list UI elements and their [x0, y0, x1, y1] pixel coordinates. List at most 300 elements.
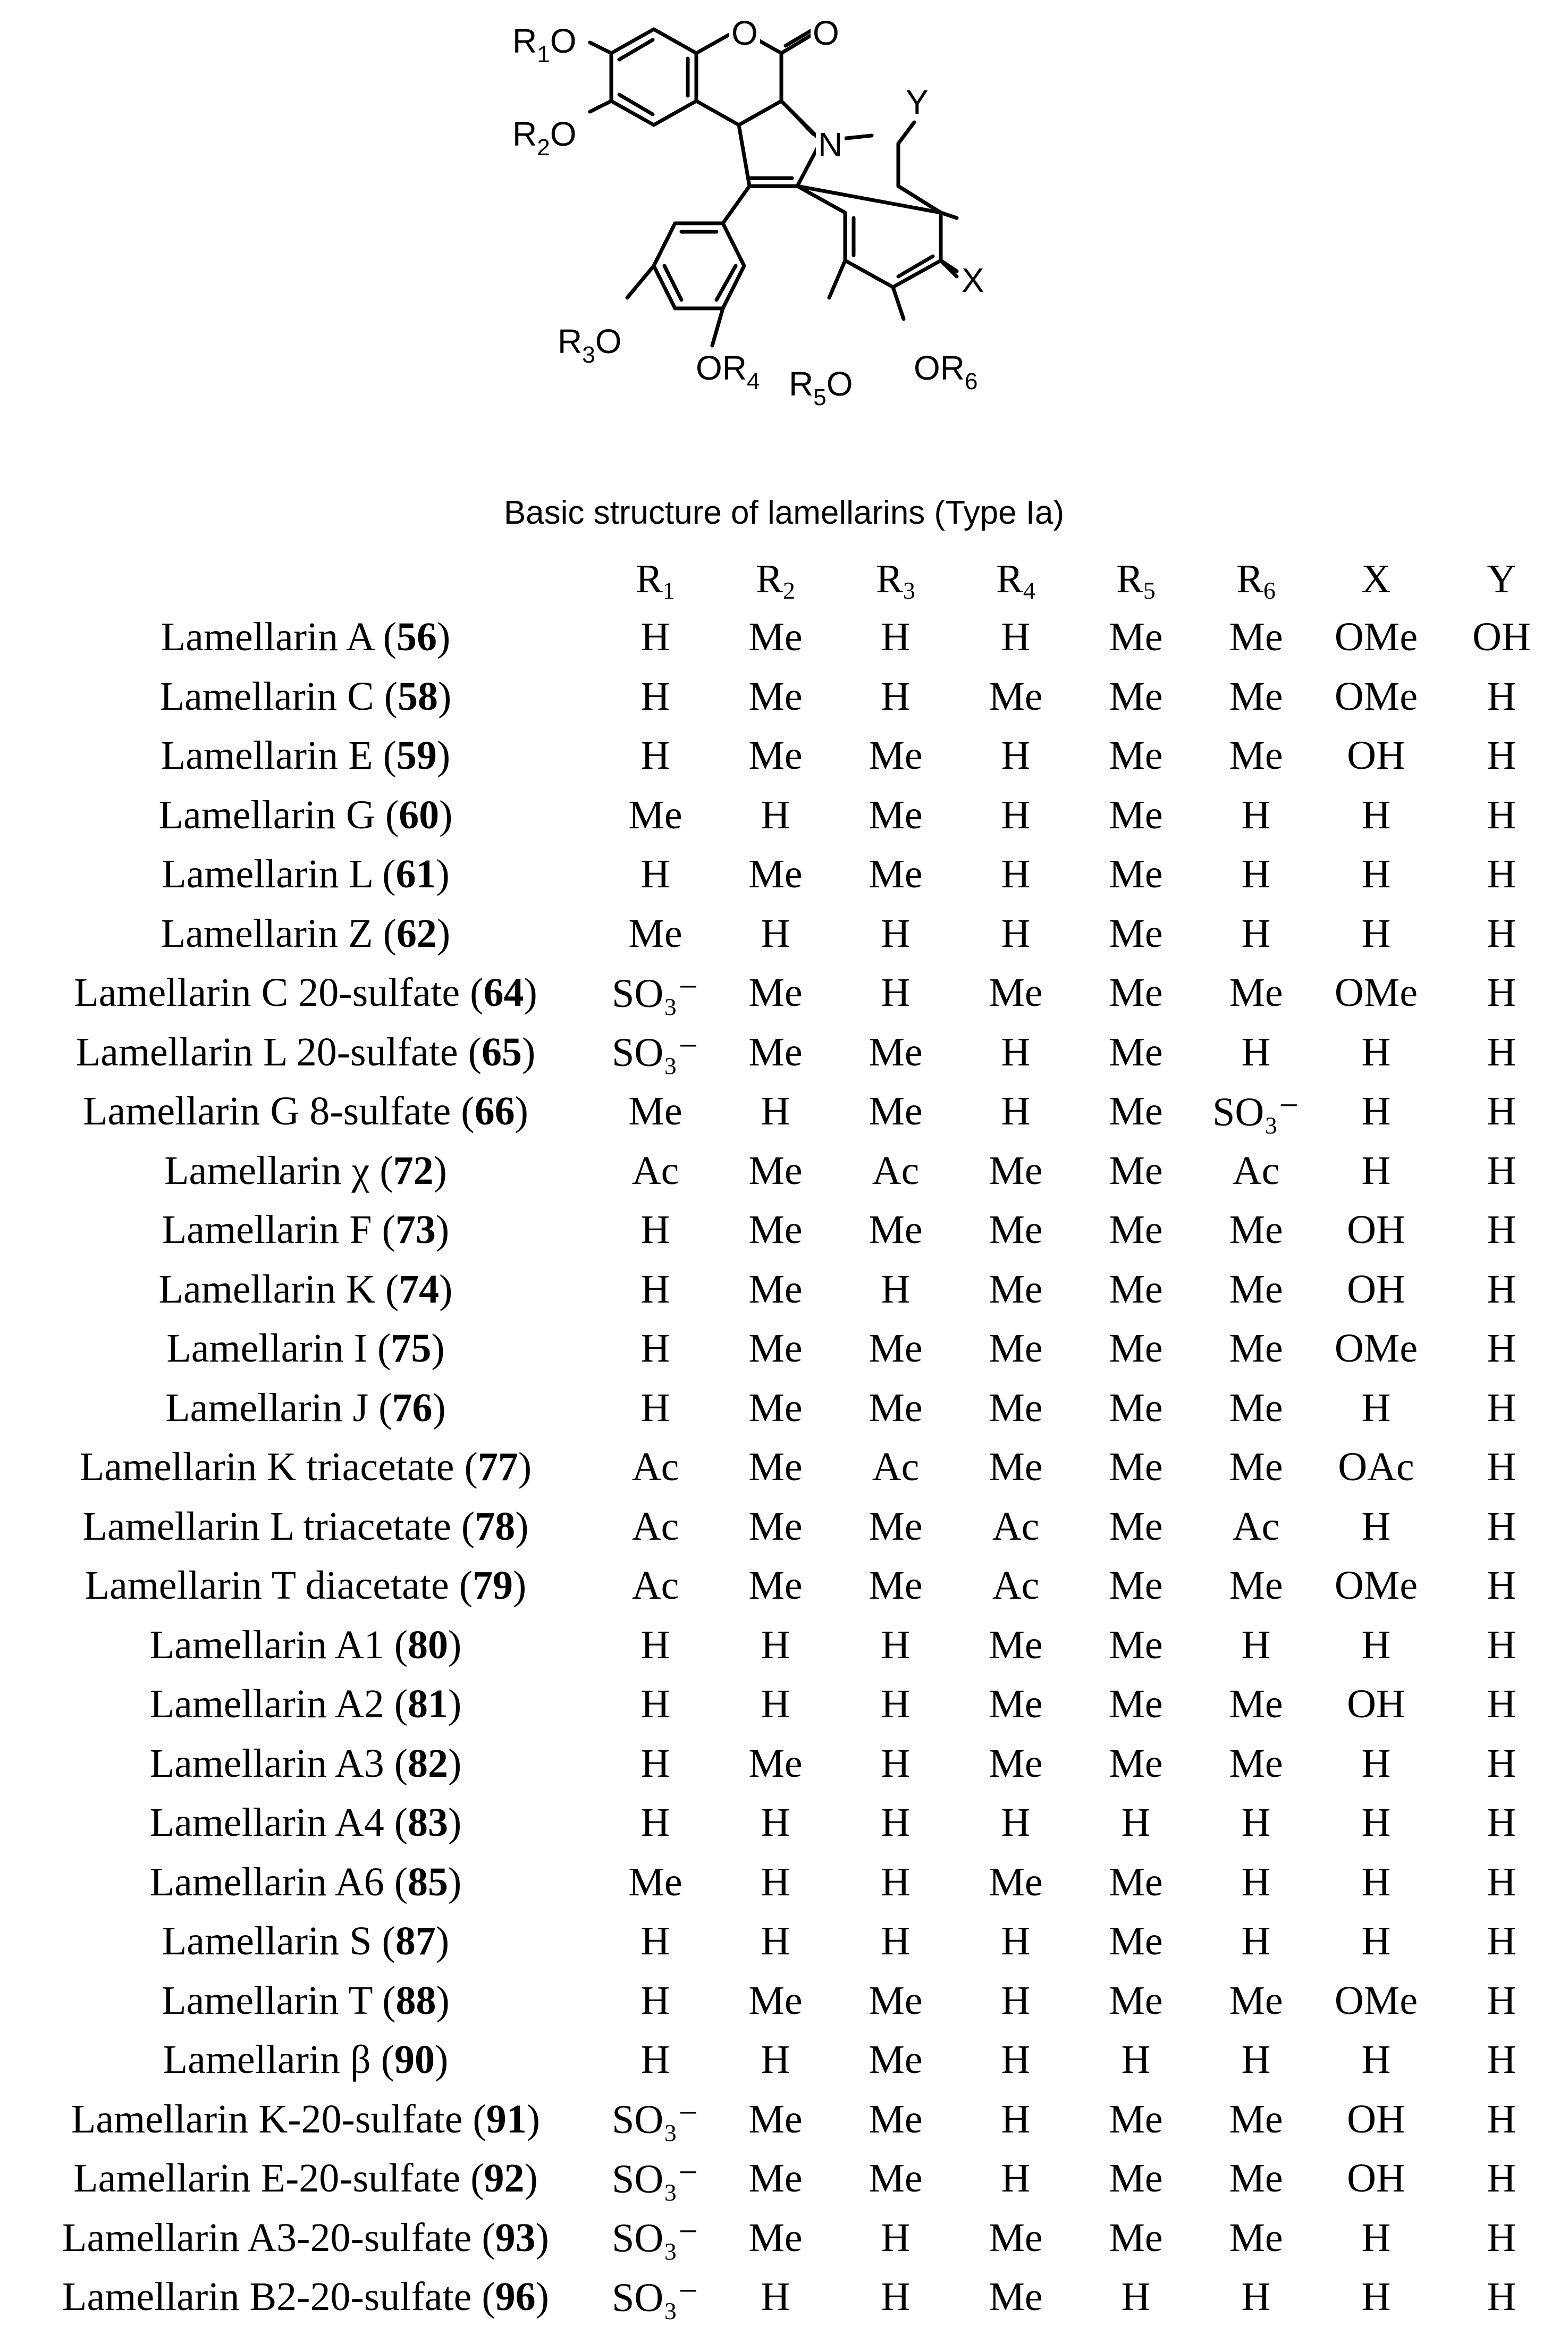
substituent-cell: H: [1361, 911, 1391, 956]
substituent-cell: H: [761, 792, 790, 837]
compound-number: 75: [391, 1326, 432, 1371]
substituent-cell: H: [1487, 1385, 1516, 1430]
substituent-cell: Ac: [872, 1445, 920, 1490]
r5o-label: $R_5O$: [787, 367, 855, 405]
substituent-cell: H: [1487, 1326, 1516, 1371]
paren-open: (: [368, 1385, 392, 1430]
compound-name: Lamellarin F: [162, 1207, 372, 1253]
table-row: [16, 2268, 1567, 2327]
substituent-cell: Me: [1229, 1563, 1283, 1608]
compound-name: Lamellarin A3: [149, 1741, 384, 1786]
substituent-cell: H: [1487, 2037, 1516, 2083]
compound-number: 76: [392, 1385, 433, 1430]
substituent-cell: Me: [628, 1859, 682, 1904]
substituent-cell: H: [1241, 1029, 1271, 1074]
substituent-cell: Me: [748, 1148, 803, 1193]
substituent-cell: H: [881, 2215, 911, 2260]
paren-close: ): [524, 2156, 538, 2201]
substituent-cell: OH: [1472, 615, 1531, 660]
substituent-cell: SO₃⁻: [612, 2216, 699, 2261]
table-row: [16, 786, 1567, 845]
substituent-cell: H: [1487, 733, 1516, 778]
compound-name-cell: [16, 2090, 595, 2150]
paren-open: (: [372, 1919, 395, 1964]
substituent-cell: H: [1487, 1919, 1516, 1964]
substituent-cell: Me: [989, 2274, 1043, 2320]
substituent-cell: Me: [1109, 970, 1163, 1015]
r1o-label: $R_1O$: [510, 24, 578, 62]
paren-close: ): [436, 733, 451, 778]
substituent-cell: H: [1001, 1089, 1031, 1134]
compound-name-cell: [16, 1023, 595, 1082]
substituent-cell: H: [1487, 2156, 1516, 2201]
header-r4: R4: [996, 556, 1035, 604]
compound-name-cell: [16, 1082, 595, 1141]
substituent-cell: Me: [1229, 2156, 1283, 2201]
substituent-cell: H: [1487, 1800, 1516, 1845]
header-r3: R3: [876, 556, 915, 604]
table-row: [16, 1379, 1567, 1438]
paren-close: ): [431, 1326, 445, 1371]
substituent-cell: OMe: [1334, 615, 1418, 660]
compound-name: Lamellarin G 8-sulfate: [83, 1089, 451, 1134]
substituent-cell: H: [640, 674, 670, 719]
table-row: [16, 2090, 1567, 2150]
substituent-cell: Me: [1109, 852, 1163, 897]
compound-number: 92: [484, 2156, 525, 2201]
substituent-cell: H: [761, 911, 790, 956]
compound-name-cell: [16, 1971, 595, 2031]
compound-name: Lamellarin J: [165, 1385, 369, 1430]
substituent-cell: H: [1487, 1504, 1516, 1549]
paren-open: (: [451, 1089, 475, 1134]
substituent-cell: OMe: [1334, 970, 1418, 1015]
substituent-cell: H: [881, 674, 911, 719]
substituent-cell: Me: [989, 1326, 1043, 1371]
substituent-cell: Me: [1229, 615, 1283, 660]
substituent-cell: Me: [989, 1741, 1043, 1786]
compound-name: Lamellarin L triacetate: [82, 1504, 451, 1549]
compound-number: 91: [486, 2096, 527, 2142]
substituent-cell: Me: [989, 1385, 1043, 1430]
compound-name-cell: [16, 1260, 595, 1320]
substituent-cell: SO₃⁻: [612, 1030, 699, 1076]
substituent-cell: Me: [748, 733, 803, 778]
paren-open: (: [451, 1504, 475, 1549]
substituent-cell: H: [1241, 2037, 1271, 2083]
substituent-cell: H: [1487, 1445, 1516, 1490]
paren-close: ): [439, 1266, 453, 1312]
compound-name-cell: [16, 904, 595, 964]
compound-number: 74: [399, 1266, 440, 1312]
compound-name: Lamellarin K: [158, 1266, 375, 1312]
substituent-cell: OH: [1347, 1207, 1405, 1253]
paren-open: (: [372, 1207, 395, 1253]
substituent-cell: Me: [869, 792, 923, 837]
substituent-cell: H: [1361, 1622, 1391, 1667]
substituent-cell: H: [881, 1622, 911, 1667]
paren-open: (: [369, 1148, 393, 1193]
compound-name-cell: [16, 726, 595, 786]
paren-open: (: [372, 1978, 396, 2023]
compound-name-cell: [16, 2209, 595, 2268]
compound-name: Lamellarin E: [161, 733, 373, 778]
table-row: [16, 1438, 1567, 1497]
compound-number: 88: [395, 1978, 436, 2023]
compound-number: 65: [481, 1029, 522, 1074]
substituent-cell: Me: [869, 1563, 923, 1608]
substituent-cell: OH: [1347, 2156, 1405, 2201]
paren-open: (: [375, 792, 399, 837]
paren-open: (: [370, 2037, 395, 2083]
compound-number: 62: [396, 911, 437, 956]
compound-name: Lamellarin E-20-sulfate: [73, 2156, 461, 2201]
substituent-cell: Me: [869, 733, 923, 778]
compound-name: Lamellarin A: [161, 615, 373, 660]
paren-open: (: [458, 1029, 482, 1074]
compound-name-cell: [16, 1141, 595, 1201]
substituent-cell: Me: [1109, 1682, 1163, 1727]
paren-close: ): [435, 1919, 450, 1964]
substituent-cell: Me: [869, 852, 923, 897]
substituent-cell: H: [881, 615, 911, 660]
substituent-cell: H: [1361, 1859, 1391, 1904]
substituent-cell: H: [1241, 911, 1271, 956]
substituent-cell: Me: [748, 674, 803, 719]
substituent-cell: H: [761, 2037, 790, 2083]
substituent-cell: Me: [748, 2156, 803, 2201]
carbonyl-oxygen-label: O: [811, 16, 841, 50]
substituent-cell: Ac: [631, 1148, 679, 1193]
substituent-cell: H: [1001, 1029, 1031, 1074]
substituent-cell: Ac: [1232, 1148, 1280, 1193]
substituent-cell: H: [881, 1682, 911, 1727]
substituent-cell: H: [1487, 792, 1516, 837]
substituent-cell: Me: [748, 852, 803, 897]
substituent-cell: Me: [989, 970, 1043, 1015]
substituent-cell: H: [761, 1919, 790, 1964]
substituent-cell: H: [1487, 852, 1516, 897]
substituent-cell: Me: [1109, 1326, 1163, 1371]
paren-close: ): [521, 1029, 536, 1074]
substituent-cell: H: [761, 1682, 790, 1727]
compound-name: Lamellarin B2-20-sulfate: [62, 2274, 472, 2320]
substituent-cell: H: [1487, 1682, 1516, 1727]
paren-open: (: [373, 911, 397, 956]
paren-open: (: [384, 1800, 408, 1845]
table-row: [16, 1675, 1567, 1734]
substituent-cell: H: [1487, 1029, 1516, 1074]
substituent-cell: Me: [989, 674, 1043, 719]
paren-close: ): [438, 674, 452, 719]
paren-close: ): [435, 2037, 449, 2083]
compound-number: 79: [473, 1563, 513, 1608]
substituent-cell: H: [640, 2037, 670, 2083]
substituent-cell: Me: [1109, 1622, 1163, 1667]
compound-name: Lamellarin K triacetate: [79, 1445, 454, 1490]
substituent-cell: Me: [1109, 674, 1163, 719]
substituent-cell: H: [1241, 1800, 1271, 1845]
substituent-cell: H: [640, 1682, 670, 1727]
paren-open: (: [449, 1563, 473, 1608]
substituent-cell: Me: [989, 1266, 1043, 1312]
substituent-cell: H: [1487, 674, 1516, 719]
compound-number: 83: [408, 1800, 449, 1845]
substituent-cell: Ac: [992, 1563, 1040, 1608]
substituent-cell: OH: [1347, 733, 1405, 778]
substituent-cell: Me: [1109, 1978, 1163, 2023]
substituent-cell: H: [881, 1741, 911, 1786]
table-row: [16, 1260, 1567, 1320]
compound-name-cell: [16, 2268, 595, 2327]
compound-name: Lamellarin L 20-sulfate: [75, 1029, 458, 1074]
table-row: [16, 1200, 1567, 1260]
paren-close: ): [436, 1978, 450, 2023]
substituent-cell: H: [1487, 1089, 1516, 1134]
compound-name: Lamellarin Z: [161, 911, 373, 956]
substituent-cell: Me: [1109, 911, 1163, 956]
substituent-cell: Me: [1229, 1326, 1283, 1371]
table-body: [16, 608, 1567, 2327]
paren-close: ): [535, 2274, 549, 2320]
substituent-cell: H: [1241, 852, 1271, 897]
substituent-cell: H: [881, 1859, 911, 1904]
r3o-label: $R_3O$: [555, 324, 623, 363]
paren-open: (: [372, 852, 396, 897]
substituent-cell: Me: [869, 1978, 923, 2023]
paren-open: (: [471, 2274, 495, 2320]
substituent-cell: H: [1487, 2096, 1516, 2142]
substituent-cell: H: [1361, 1919, 1391, 1964]
substituent-cell: Me: [748, 615, 803, 660]
substituent-cell: Me: [869, 2096, 923, 2142]
compound-number: 56: [396, 615, 437, 660]
substituent-cell: Me: [748, 970, 803, 1015]
compound-name-cell: [16, 786, 595, 845]
table-row: [16, 1793, 1567, 1853]
substituent-cell: Me: [748, 1445, 803, 1490]
substituent-cell: H: [1361, 792, 1391, 837]
substituent-cell: OMe: [1334, 674, 1418, 719]
paren-open: (: [454, 1445, 478, 1490]
substituent-cell: Me: [1109, 1919, 1163, 1964]
table-row: [16, 1023, 1567, 1082]
substituent-cell: Me: [1229, 1741, 1283, 1786]
compound-name: Lamellarin A3-20-sulfate: [62, 2215, 472, 2260]
paren-close: ): [435, 1207, 450, 1253]
table-row: [16, 2209, 1567, 2268]
substituent-cell: H: [1361, 1800, 1391, 1845]
substituent-cell: Me: [1229, 1207, 1283, 1253]
compound-name: Lamellarin A1: [149, 1622, 384, 1667]
substituent-cell: Me: [1109, 1504, 1163, 1549]
compound-name: Lamellarin A6: [149, 1859, 384, 1904]
substituent-cell: H: [640, 1741, 670, 1786]
substituent-cell: Ac: [631, 1504, 679, 1549]
substituent-cell: H: [1241, 1919, 1271, 1964]
substituent-cell: Me: [748, 1978, 803, 2023]
substituent-cell: OAc: [1338, 1445, 1414, 1490]
substituent-cell: H: [1001, 1800, 1031, 1845]
substituent-cell: H: [1121, 2274, 1151, 2320]
substituent-cell: H: [761, 1622, 790, 1667]
substituent-cell: Ac: [631, 1445, 679, 1490]
table-row: [16, 1853, 1567, 1912]
substituent-cell: Me: [1229, 1385, 1283, 1430]
paren-close: ): [448, 1622, 462, 1667]
substituent-cell: OH: [1347, 1266, 1405, 1312]
substituent-cell: H: [640, 1266, 670, 1312]
paren-open: (: [460, 2156, 484, 2201]
substituent-cell: SO₃⁻: [1212, 1089, 1300, 1135]
substituent-cell: H: [1487, 970, 1516, 1015]
paren-close: ): [436, 911, 451, 956]
substituent-cell: H: [1001, 911, 1031, 956]
substituent-cell: H: [1241, 1622, 1271, 1667]
substituent-cell: Me: [1109, 1266, 1163, 1312]
paren-close: ): [448, 1859, 462, 1904]
paren-close: ): [448, 1800, 462, 1845]
substituent-cell: Me: [1229, 1445, 1283, 1490]
paren-close: ): [433, 1148, 447, 1193]
header-r5: R5: [1116, 556, 1156, 604]
substituent-cell: H: [881, 1919, 911, 1964]
paren-open: (: [471, 2215, 495, 2260]
substituent-cell: Me: [869, 1207, 923, 1253]
compound-number: 96: [495, 2274, 536, 2320]
substituent-cell: H: [1361, 1148, 1391, 1193]
table-row: [16, 1082, 1567, 1141]
table-row: [16, 1616, 1567, 1675]
paren-open: (: [373, 733, 397, 778]
substituent-cell: Me: [1109, 1385, 1163, 1430]
paren-open: (: [384, 1682, 408, 1727]
substituent-cell: OMe: [1334, 1978, 1418, 2023]
substituent-cell: Ac: [1232, 1504, 1280, 1549]
substituent-cell: OH: [1347, 2096, 1405, 2142]
compound-name: Lamellarin T: [162, 1978, 373, 2023]
substituent-cell: Me: [628, 1089, 682, 1134]
table-row: [16, 1319, 1567, 1379]
substituent-cell: H: [1487, 1148, 1516, 1193]
n-label: N: [816, 128, 845, 162]
header-r2: R2: [756, 556, 795, 604]
compound-name-cell: [16, 1675, 595, 1734]
substituent-cell: H: [1361, 1741, 1391, 1786]
table-row: [16, 2149, 1567, 2209]
substituent-cell: Me: [1109, 2215, 1163, 2260]
substituent-cell: H: [1361, 2274, 1391, 2320]
compound-name: Lamellarin A4: [149, 1800, 384, 1845]
paren-open: (: [460, 970, 484, 1015]
substituent-cell: Me: [989, 1207, 1043, 1253]
substituent-cell: H: [881, 970, 911, 1015]
substituent-cell: H: [881, 2274, 911, 2320]
substituent-cell: Me: [628, 911, 682, 956]
substituent-cell: Me: [1109, 615, 1163, 660]
compound-name: Lamellarin β: [163, 2037, 371, 2083]
substituent-cell: H: [1361, 1029, 1391, 1074]
compound-number: 78: [475, 1504, 516, 1549]
substituent-cell: H: [640, 615, 670, 660]
substituent-cell: H: [1001, 2156, 1031, 2201]
paren-close: ): [518, 1445, 532, 1490]
substituent-cell: Ac: [872, 1148, 920, 1193]
substituent-cell: Me: [869, 1326, 923, 1371]
substituent-cell: OMe: [1334, 1563, 1418, 1608]
substituent-cell: Me: [1229, 674, 1283, 719]
substituent-cell: H: [1001, 2037, 1031, 2083]
compound-name-cell: [16, 608, 595, 667]
compound-name-cell: [16, 1497, 595, 1557]
substituent-cell: Me: [1109, 1029, 1163, 1074]
substituent-cell: Me: [748, 1504, 803, 1549]
compound-name: Lamellarin A2: [149, 1682, 384, 1727]
substituent-cell: Me: [1109, 1859, 1163, 1904]
substituent-cell: Me: [989, 1148, 1043, 1193]
paren-open: (: [384, 1859, 408, 1904]
substituent-cell: H: [881, 911, 911, 956]
compound-name-cell: [16, 1379, 595, 1438]
compound-name-cell: [16, 1853, 595, 1912]
substituent-cell: Me: [1229, 970, 1283, 1015]
substituent-cell: Me: [748, 1741, 803, 1786]
x-label: X: [959, 263, 987, 297]
substituent-cell: H: [1241, 1859, 1271, 1904]
substituent-cell: OMe: [1334, 1326, 1418, 1371]
substituent-cell: H: [1121, 1800, 1151, 1845]
paren-open: (: [373, 615, 397, 660]
substituent-cell: H: [1487, 1978, 1516, 2023]
table-row: [16, 1497, 1567, 1557]
substituent-cell: H: [640, 1326, 670, 1371]
substituent-cell: H: [1361, 852, 1391, 897]
substituent-cell: H: [640, 1207, 670, 1253]
substituent-cell: Me: [1109, 1089, 1163, 1134]
substituent-cell: H: [1001, 2096, 1031, 2142]
table-row: [16, 667, 1567, 727]
chemical-structure: [0, 0, 1568, 436]
table-row: [16, 1912, 1567, 1971]
substituent-cell: H: [640, 1800, 670, 1845]
compound-number: 60: [399, 792, 440, 837]
substituent-cell: Me: [1109, 2096, 1163, 2142]
substituent-cell: Me: [869, 2037, 923, 2083]
compound-name-cell: [16, 1734, 595, 1794]
substituent-cell: Me: [748, 1029, 803, 1074]
substituent-cell: Me: [1109, 733, 1163, 778]
lamellarin-substituent-table: [16, 550, 1567, 2327]
substituent-cell: Me: [1109, 1563, 1163, 1608]
substituent-cell: H: [1001, 792, 1031, 837]
substituent-cell: Me: [748, 1563, 803, 1608]
paren-close: ): [432, 1385, 446, 1430]
substituent-cell: H: [1001, 615, 1031, 660]
substituent-cell: H: [761, 1859, 790, 1904]
substituent-cell: Me: [1109, 1148, 1163, 1193]
substituent-cell: H: [1487, 1207, 1516, 1253]
compound-name-cell: [16, 1912, 595, 1971]
paren-close: ): [436, 615, 451, 660]
compound-number: 90: [394, 2037, 435, 2083]
substituent-cell: H: [761, 1089, 790, 1134]
compound-number: 87: [395, 1919, 436, 1964]
compound-number: 82: [408, 1741, 449, 1786]
substituent-cell: SO₃⁻: [612, 2097, 699, 2143]
substituent-cell: H: [1361, 2037, 1391, 2083]
ring-oxygen-label: O: [729, 16, 760, 50]
compound-number: 66: [474, 1089, 515, 1134]
